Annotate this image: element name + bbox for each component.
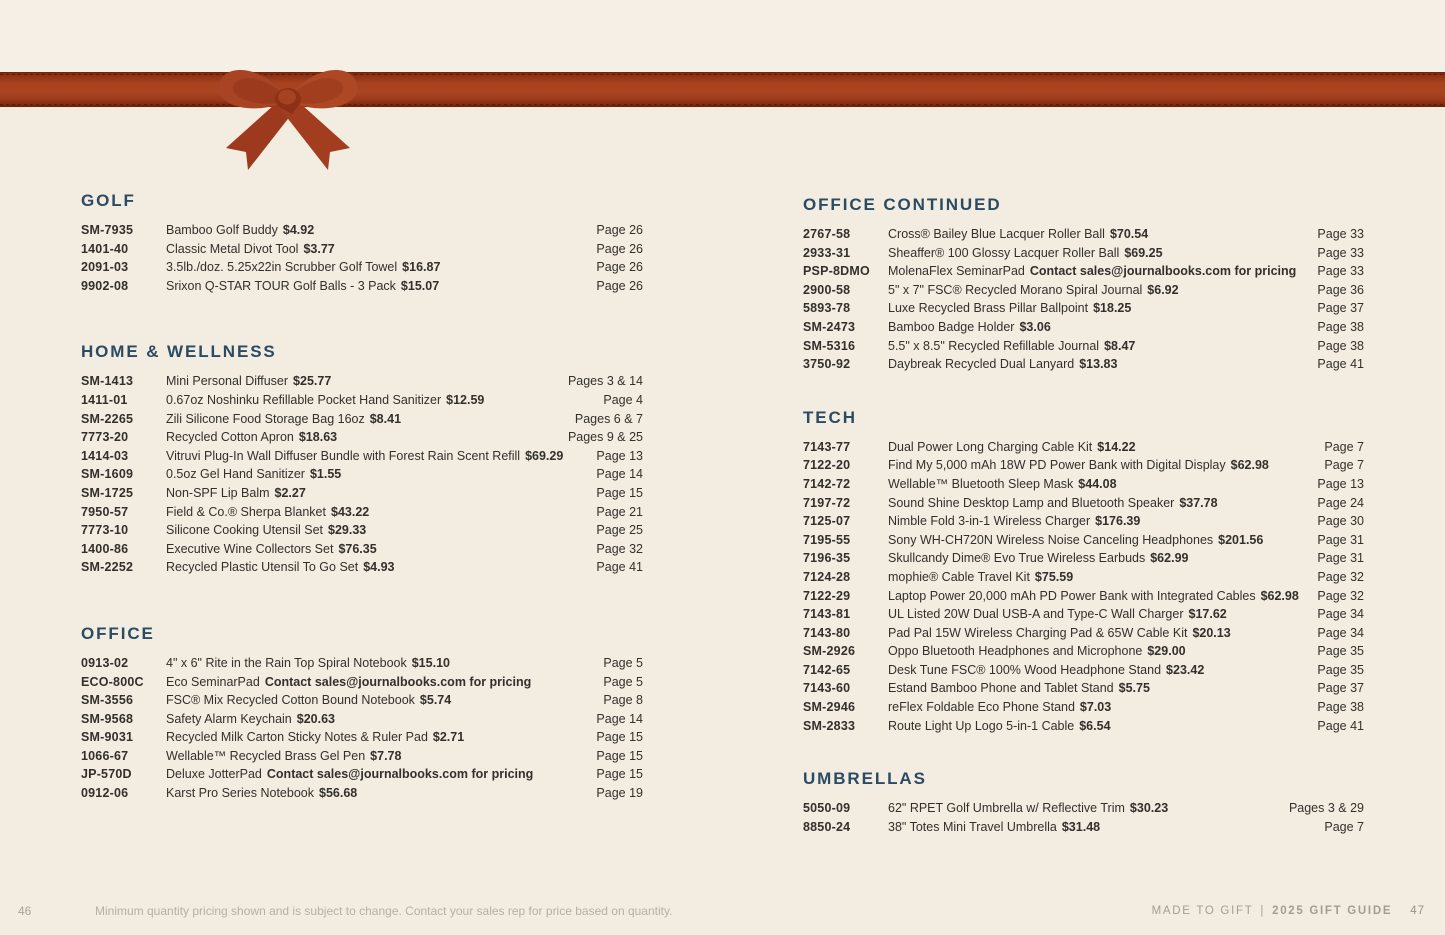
item-page-ref: Page 19 xyxy=(596,786,643,801)
item-price: $43.22 xyxy=(331,504,370,519)
item-code: 8850-24 xyxy=(803,819,851,834)
list-item xyxy=(81,558,643,577)
index-column-right xyxy=(803,195,1364,870)
item-page-ref: Page 38 xyxy=(1317,319,1364,334)
item-code: 7143-60 xyxy=(803,681,851,696)
item-price: $15.10 xyxy=(411,655,450,670)
list-item xyxy=(803,661,1364,680)
list-item xyxy=(803,587,1364,606)
item-price: $15.07 xyxy=(400,278,440,293)
index-section xyxy=(803,769,1364,836)
section-title: OFFICE CONTINUED xyxy=(803,195,1002,214)
item-page-ref: Pages 3 & 14 xyxy=(567,374,643,389)
item-description: 5" x 7" FSC® Recycled Morano Spiral Journal xyxy=(888,282,1143,297)
item-description: Mini Personal Diffuser xyxy=(166,374,289,389)
item-page-ref: Pages 6 & 7 xyxy=(574,411,643,426)
footer-disclaimer: Minimum quantity pricing shown and is subject to change. Contact your sales rep for price based on quantity. xyxy=(95,904,673,918)
item-description: Sony WH-CH720N Wireless Noise Canceling Headphones xyxy=(888,532,1214,547)
list-item xyxy=(803,494,1364,513)
list-item xyxy=(81,391,643,410)
item-code: 0912-06 xyxy=(81,786,129,801)
footer-brand: MADE TO GIFT xyxy=(1151,905,1254,917)
list-item xyxy=(803,337,1364,356)
list-item xyxy=(803,549,1364,568)
item-description: Cross® Bailey Blue Lacquer Roller Ball xyxy=(888,227,1105,241)
item-price: $62.98 xyxy=(1260,588,1299,603)
item-code: 1411-01 xyxy=(81,392,128,407)
list-item xyxy=(803,624,1364,643)
item-price: $3.77 xyxy=(303,241,335,256)
item-code: 7142-72 xyxy=(803,476,851,491)
item-code: PSP-8DMO xyxy=(803,264,870,279)
item-price: $30.23 xyxy=(1129,801,1169,816)
item-page-ref: Page 24 xyxy=(1317,495,1364,510)
item-page-ref: Page 31 xyxy=(1317,551,1364,566)
item-description: Safety Alarm Keychain xyxy=(166,711,292,726)
item-description: Oppo Bluetooth Headphones and Microphone xyxy=(888,644,1143,659)
item-code: SM-1609 xyxy=(81,467,134,482)
item-price: $44.08 xyxy=(1078,476,1117,491)
list-item xyxy=(81,654,643,673)
item-description: Sound Shine Desktop Lamp and Bluetooth Speaker xyxy=(888,495,1175,510)
item-description: Nimble Fold 3-in-1 Wireless Charger xyxy=(888,514,1091,529)
item-page-ref: Page 38 xyxy=(1317,338,1364,353)
item-code: 7773-20 xyxy=(81,430,129,445)
list-item xyxy=(81,240,643,259)
item-description: Bamboo Badge Holder xyxy=(888,319,1015,334)
item-description: Silicone Cooking Utensil Set xyxy=(166,523,324,538)
item-price: $18.25 xyxy=(1093,301,1132,316)
item-price: $3.06 xyxy=(1019,319,1051,334)
item-price: $8.47 xyxy=(1104,338,1136,353)
item-code: 2091-03 xyxy=(81,260,129,275)
item-code: 2933-31 xyxy=(803,245,851,260)
item-price: $4.93 xyxy=(363,560,395,575)
item-code: SM-2833 xyxy=(803,718,856,733)
footer-brand-line xyxy=(1152,905,1425,917)
item-description: 4" x 6" Rite in the Rain Top Spiral Notebook xyxy=(166,655,407,670)
list-item xyxy=(81,503,643,522)
item-code: 7122-20 xyxy=(803,458,851,473)
list-item xyxy=(803,642,1364,661)
item-price: $69.25 xyxy=(1124,245,1163,260)
list-item xyxy=(81,673,643,692)
index-section xyxy=(803,195,1364,374)
list-item xyxy=(803,568,1364,587)
item-description: Recycled Milk Carton Sticky Notes & Ruler Pad xyxy=(166,730,428,745)
item-description: MolenaFlex SeminarPad xyxy=(888,264,1025,279)
list-item xyxy=(803,456,1364,475)
list-item xyxy=(81,691,643,710)
item-price: $70.54 xyxy=(1109,227,1149,241)
index-section xyxy=(803,408,1364,736)
list-item xyxy=(81,540,643,559)
item-page-ref: Page 15 xyxy=(596,748,643,763)
item-code: 7143-80 xyxy=(803,625,851,640)
item-page-ref: Page 34 xyxy=(1317,625,1364,640)
item-code: SM-1725 xyxy=(81,485,134,500)
list-item xyxy=(803,475,1364,494)
item-description: Vitruvi Plug-In Wall Diffuser Bundle with Forest Rain Scent Refill xyxy=(166,448,521,463)
item-page-ref: Page 7 xyxy=(1324,458,1364,473)
item-code: SM-2473 xyxy=(803,319,856,334)
item-price: $2.27 xyxy=(274,485,306,500)
list-item xyxy=(81,428,643,447)
item-page-ref: Page 4 xyxy=(603,392,643,407)
list-item xyxy=(803,355,1364,374)
item-code: 1066-67 xyxy=(81,748,129,763)
footer-page-number-left: 46 xyxy=(18,904,32,918)
item-price: $1.55 xyxy=(309,467,342,482)
list-item xyxy=(81,710,643,729)
item-page-ref: Page 33 xyxy=(1317,264,1364,279)
item-code: SM-2252 xyxy=(81,560,134,575)
item-description: Zili Silicone Food Storage Bag 16oz xyxy=(166,411,365,426)
item-price: $17.62 xyxy=(1188,607,1227,622)
item-page-ref: Page 31 xyxy=(1317,532,1364,547)
item-code: 2767-58 xyxy=(803,227,851,241)
item-page-ref: Page 26 xyxy=(596,278,643,293)
item-price: $12.59 xyxy=(446,392,485,407)
item-price: $7.78 xyxy=(370,748,402,763)
item-price: $20.63 xyxy=(296,711,335,726)
list-item xyxy=(803,698,1364,717)
item-page-ref: Page 26 xyxy=(596,241,643,256)
item-description: reFlex Foldable Eco Phone Stand xyxy=(888,700,1075,715)
item-contact: Contact sales@journalbooks.com for pricing xyxy=(264,674,532,689)
item-page-ref: Page 33 xyxy=(1317,245,1364,260)
item-description: Karst Pro Series Notebook xyxy=(166,786,314,801)
item-code: JP-570D xyxy=(81,767,132,782)
item-page-ref: Page 8 xyxy=(603,693,643,708)
list-item xyxy=(803,244,1364,263)
item-description: Non-SPF Lip Balm xyxy=(166,485,270,500)
item-price: $75.59 xyxy=(1034,569,1074,584)
list-item xyxy=(81,765,643,784)
list-item xyxy=(81,372,643,391)
ribbon-bow-icon xyxy=(202,44,374,172)
section-title: OFFICE xyxy=(81,623,155,643)
list-item xyxy=(81,277,643,296)
item-code: 7950-57 xyxy=(81,504,129,519)
list-item xyxy=(81,484,643,503)
item-description: 5.5" x 8.5" Recycled Refillable Journal xyxy=(888,338,1100,353)
list-item xyxy=(81,410,643,429)
item-description: 0.5oz Gel Hand Sanitizer xyxy=(166,467,305,482)
item-description: Estand Bamboo Phone and Tablet Stand xyxy=(888,681,1114,696)
item-price: $29.33 xyxy=(328,523,367,538)
section-title: UMBRELLAS xyxy=(803,769,927,789)
item-code: SM-1413 xyxy=(81,374,134,389)
item-page-ref: Page 13 xyxy=(596,448,643,463)
item-price: $20.13 xyxy=(1192,625,1231,640)
item-contact: Contact sales@journalbooks.com for pricing xyxy=(266,767,534,782)
item-page-ref: Page 14 xyxy=(596,467,643,482)
item-code: SM-3556 xyxy=(81,693,134,708)
list-item xyxy=(81,258,643,277)
item-page-ref: Page 37 xyxy=(1317,301,1364,316)
item-description: Sheaffer® 100 Glossy Lacquer Roller Ball xyxy=(888,245,1120,260)
item-page-ref: Page 35 xyxy=(1317,644,1364,659)
section-title: HOME & WELLNESS xyxy=(81,342,277,362)
item-description: 38" Totes Mini Travel Umbrella xyxy=(888,819,1057,834)
list-item xyxy=(81,447,643,466)
item-price: $29.00 xyxy=(1147,644,1186,659)
item-price: $4.92 xyxy=(282,223,315,237)
item-price: $31.48 xyxy=(1061,819,1101,834)
list-item xyxy=(803,679,1364,698)
item-price: $18.63 xyxy=(298,430,338,445)
list-item xyxy=(803,605,1364,624)
item-page-ref: Page 36 xyxy=(1317,282,1364,297)
item-code: ECO-800C xyxy=(81,674,144,689)
item-page-ref: Page 7 xyxy=(1324,439,1364,454)
index-section xyxy=(81,342,643,577)
item-code: 9902-08 xyxy=(81,278,129,293)
item-page-ref: Page 25 xyxy=(596,523,643,538)
item-code: 2900-58 xyxy=(803,282,851,297)
list-item xyxy=(803,799,1364,818)
item-page-ref: Page 34 xyxy=(1317,607,1364,622)
item-description: FSC® Mix Recycled Cotton Bound Notebook xyxy=(166,693,415,708)
item-page-ref: Page 15 xyxy=(596,767,643,782)
item-page-ref: Page 26 xyxy=(596,223,643,237)
item-page-ref: Page 35 xyxy=(1317,662,1364,677)
index-section xyxy=(81,624,643,803)
item-description: Classic Metal Divot Tool xyxy=(166,241,299,256)
item-price: $7.03 xyxy=(1079,700,1112,715)
item-price: $6.54 xyxy=(1079,718,1111,733)
item-page-ref: Page 41 xyxy=(596,560,643,575)
item-page-ref: Pages 3 & 29 xyxy=(1288,801,1364,816)
item-description: Srixon Q-STAR TOUR Golf Balls - 3 Pack xyxy=(166,278,396,293)
item-page-ref: Page 15 xyxy=(596,485,643,500)
item-description: Luxe Recycled Brass Pillar Ballpoint xyxy=(888,301,1089,316)
item-price: $16.87 xyxy=(402,260,441,275)
item-page-ref: Page 13 xyxy=(1317,476,1364,491)
item-code: 7142-65 xyxy=(803,662,851,677)
item-price: $69.29 xyxy=(525,448,564,463)
item-page-ref: Page 7 xyxy=(1324,819,1364,834)
list-item xyxy=(803,512,1364,531)
item-code: 7143-81 xyxy=(803,607,851,622)
item-description: Desk Tune FSC® 100% Wood Headphone Stand xyxy=(888,662,1162,677)
item-page-ref: Page 21 xyxy=(596,504,643,519)
item-price: $176.39 xyxy=(1095,514,1141,529)
item-code: SM-9568 xyxy=(81,711,134,726)
item-code: 5050-09 xyxy=(803,801,851,816)
item-description: UL Listed 20W Dual USB-A and Type-C Wall Charger xyxy=(888,607,1184,622)
list-item xyxy=(803,818,1364,837)
item-code: 5893-78 xyxy=(803,301,851,316)
item-price: $37.78 xyxy=(1179,495,1218,510)
list-item xyxy=(81,521,643,540)
item-price: $2.71 xyxy=(432,730,465,745)
item-page-ref: Page 26 xyxy=(596,260,643,275)
item-page-ref: Pages 9 & 25 xyxy=(567,430,643,445)
footer-separator: | xyxy=(1260,905,1266,917)
list-item xyxy=(803,531,1364,550)
item-description: Pad Pal 15W Wireless Charging Pad & 65W Cable Kit xyxy=(888,625,1188,640)
item-price: $5.75 xyxy=(1118,681,1150,696)
item-description: 0.67oz Noshinku Refillable Pocket Hand Sanitizer xyxy=(166,392,442,407)
item-price: $201.56 xyxy=(1218,532,1264,547)
item-price: $62.98 xyxy=(1230,458,1269,473)
item-page-ref: Page 32 xyxy=(596,541,643,556)
list-item xyxy=(81,221,643,240)
item-description: Dual Power Long Charging Cable Kit xyxy=(888,439,1093,454)
item-description: Deluxe JotterPad xyxy=(166,767,262,782)
item-code: SM-2926 xyxy=(803,644,856,659)
item-code: 1414-03 xyxy=(81,448,129,463)
list-item xyxy=(803,717,1364,736)
footer-page-number-right: 47 xyxy=(1410,905,1425,917)
item-code: SM-5316 xyxy=(803,338,856,353)
item-description: Executive Wine Collectors Set xyxy=(166,541,334,556)
item-page-ref: Page 32 xyxy=(1317,588,1364,603)
section-title: GOLF xyxy=(81,191,136,210)
item-code: SM-9031 xyxy=(81,730,134,745)
item-page-ref: Page 38 xyxy=(1317,700,1364,715)
item-code: 7125-07 xyxy=(803,514,851,529)
item-page-ref: Page 41 xyxy=(1317,357,1364,372)
item-description: 3.5lb./doz. 5.25x22in Scrubber Golf Towel xyxy=(166,260,398,275)
item-price: $6.92 xyxy=(1147,282,1179,297)
item-description: Skullcandy Dime® Evo True Wireless Earbuds xyxy=(888,551,1146,566)
item-page-ref: Page 14 xyxy=(596,711,643,726)
item-page-ref: Page 30 xyxy=(1317,514,1364,529)
item-page-ref: Page 33 xyxy=(1317,227,1364,241)
item-code: 0913-02 xyxy=(81,655,129,670)
item-contact: Contact sales@journalbooks.com for pricing xyxy=(1029,264,1297,279)
list-item xyxy=(81,728,643,747)
item-description: Recycled Plastic Utensil To Go Set xyxy=(166,560,359,575)
item-page-ref: Page 15 xyxy=(596,730,643,745)
item-price: $23.42 xyxy=(1166,662,1205,677)
item-description: Laptop Power 20,000 mAh PD Power Bank with Integrated Cables xyxy=(888,588,1256,603)
item-code: 7124-28 xyxy=(803,569,851,584)
item-page-ref: Page 32 xyxy=(1317,569,1364,584)
item-price: $8.41 xyxy=(369,411,402,426)
item-page-ref: Page 5 xyxy=(603,674,643,689)
item-description: Wellable™ Recycled Brass Gel Pen xyxy=(166,748,366,763)
list-item xyxy=(803,281,1364,300)
item-description: Bamboo Golf Buddy xyxy=(166,223,278,237)
item-description: Route Light Up Logo 5-in-1 Cable xyxy=(888,718,1075,733)
item-code: SM-2265 xyxy=(81,411,134,426)
list-item xyxy=(81,465,643,484)
item-price: $76.35 xyxy=(338,541,377,556)
list-item xyxy=(803,262,1364,281)
list-item xyxy=(803,438,1364,457)
item-price: $14.22 xyxy=(1097,439,1136,454)
item-code: 7773-10 xyxy=(81,523,129,538)
item-description: Recycled Cotton Apron xyxy=(166,430,294,445)
item-code: 3750-92 xyxy=(803,357,851,372)
item-description: Eco SeminarPad xyxy=(166,674,260,689)
item-price: $56.68 xyxy=(319,786,358,801)
item-code: 1401-40 xyxy=(81,241,129,256)
list-item xyxy=(803,225,1364,244)
item-code: 7143-77 xyxy=(803,439,851,454)
item-description: 62" RPET Golf Umbrella w/ Reflective Trim xyxy=(888,801,1125,816)
item-description: Find My 5,000 mAh 18W PD Power Bank with Digital Display xyxy=(888,458,1226,473)
item-description: Daybreak Recycled Dual Lanyard xyxy=(888,357,1075,372)
list-item xyxy=(803,318,1364,337)
item-price: $5.74 xyxy=(419,693,452,708)
item-page-ref: Page 41 xyxy=(1317,718,1364,733)
item-code: 7197-72 xyxy=(803,495,851,510)
item-code: 7195-55 xyxy=(803,532,851,547)
item-code: SM-2946 xyxy=(803,700,856,715)
item-price: $13.83 xyxy=(1079,357,1118,372)
index-column-left xyxy=(81,191,643,850)
item-code: SM-7935 xyxy=(81,223,134,237)
index-section xyxy=(81,191,643,295)
item-description: Wellable™ Bluetooth Sleep Mask xyxy=(888,476,1074,491)
item-page-ref: Page 5 xyxy=(603,655,643,670)
list-item xyxy=(803,299,1364,318)
item-code: 7196-35 xyxy=(803,551,851,566)
item-price: $25.77 xyxy=(293,374,332,389)
list-item xyxy=(81,747,643,766)
section-title: TECH xyxy=(803,407,857,427)
footer-guide-title: 2025 GIFT GUIDE xyxy=(1272,905,1393,917)
item-code: 7122-29 xyxy=(803,588,851,603)
item-price: $62.99 xyxy=(1150,551,1189,566)
item-page-ref: Page 37 xyxy=(1317,681,1364,696)
list-item xyxy=(81,784,643,803)
item-description: Field & Co.® Sherpa Blanket xyxy=(166,504,326,519)
item-description: mophie® Cable Travel Kit xyxy=(888,569,1030,584)
item-code: 1400-86 xyxy=(81,541,129,556)
